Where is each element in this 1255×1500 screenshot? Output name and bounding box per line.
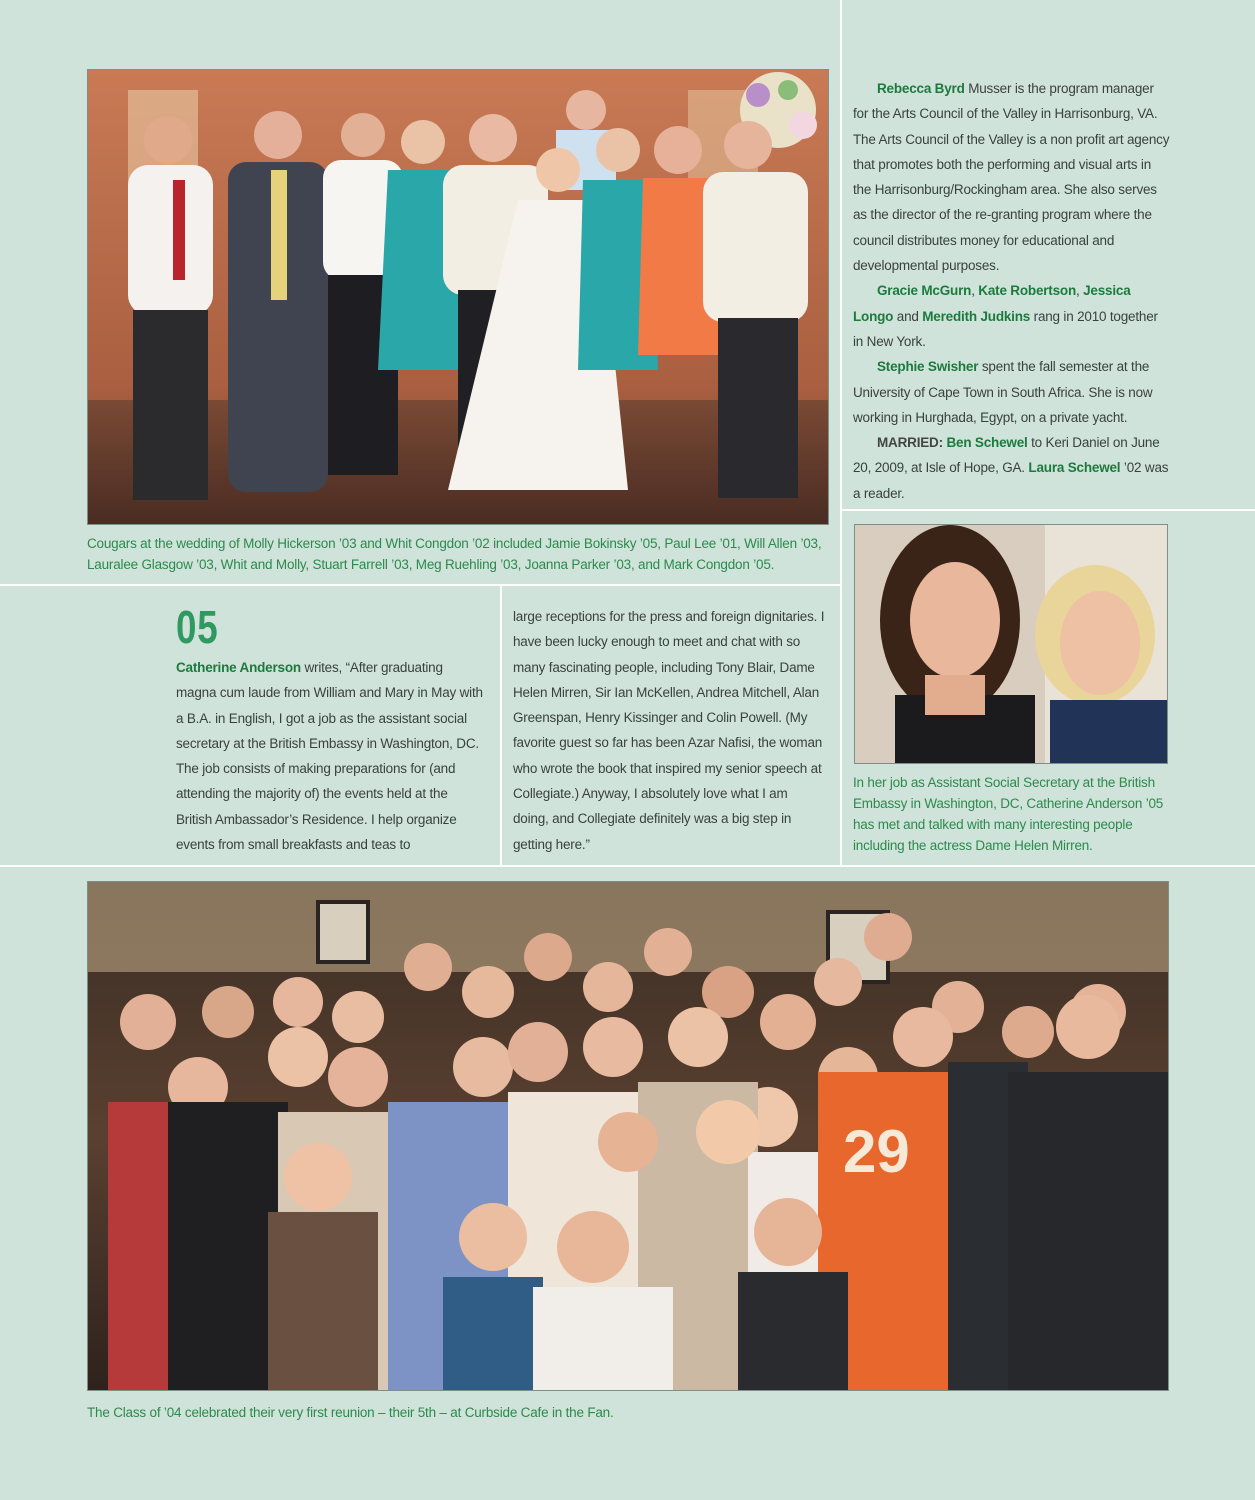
class-year-heading: 05: [176, 601, 219, 653]
right-column-notes: [853, 76, 1171, 506]
class05-text-right: large receptions for the press and foreign dignitaries. I have been lucky enough to meet and chat with so many fascinating people, including Tony Blair, Dame Helen Mirren, Sir Ian McKellen, Andrea Mitchell, Alan Greenspan, Henry Kissinger and Colin Powell. (My favorite guest so far has been Azar Nafisi, the woman who wrote the book that inspired my senior speech at Collegiate.) Anyway, I absolutely love what I am doing, and Collegiate definitely was a big step in getting here.”: [513, 609, 825, 852]
reunion-group-photo: [87, 881, 1169, 1391]
horizontal-divider-middle: [0, 584, 840, 586]
embassy-photo-caption: In her job as Assistant Social Secretary at the British Embassy in Washington, DC, Catherine Anderson ’05 has met and talked with many interesting people including the actress Dame Helen Mirren.: [853, 775, 1164, 853]
jersey-number: 29: [843, 1118, 910, 1185]
reunion-photo-illustration: [88, 882, 1168, 1390]
reunion-photo-caption: The Class of ’04 celebrated their very first reunion – their 5th – at Curbside Cafe in the Fan.: [87, 1405, 614, 1420]
class05-text-left: Catherine Anderson writes, “After graduating magna cum laude from William and Mary in May with a B.A. in English, I got a job as the assistant social secretary at the British Embassy in Washington, DC. The job consists of making preparations for (and attending the majority of) the events held at the British Ambassador’s Residence. I help organize events from small breakfasts and teas to: [176, 660, 483, 853]
vertical-divider-class05: [500, 586, 502, 866]
vertical-divider-top: [840, 0, 842, 866]
wedding-group-illustration: [88, 70, 828, 524]
name-catherine-anderson: Catherine Anderson: [176, 660, 301, 675]
note-new-york: Gracie McGurn, Kate Robertson, Jessica Longo and Meredith Judkins rang in 2010 together in New York.: [853, 283, 1158, 349]
note-married: MARRIED: Ben Schewel to Keri Daniel on June 20, 2009, at Isle of Hope, GA. Laura Schewel ’02 was a reader.: [853, 435, 1169, 501]
name-rebecca-byrd: Rebecca Byrd: [877, 81, 965, 96]
note-rebecca-byrd: Rebecca Byrd Musser is the program manager for the Arts Council of the Valley in Harrisonburg, VA. The Arts Council of the Valley is a non profit art agency that promotes both the performing and visual arts in the Harrisonburg/Rockingham area. She also serves as the director of the re-granting program where the council distributes money for educational and developmental purposes.: [853, 81, 1170, 274]
wedding-group-photo: [87, 69, 829, 525]
note-stephie-swisher: Stephie Swisher spent the fall semester at the University of Cape Town in South Africa. She is now working in Hurghada, Egypt, on a private yacht.: [853, 359, 1153, 425]
embassy-photo-illustration: [855, 525, 1167, 763]
horizontal-divider-right: [842, 509, 1255, 511]
horizontal-divider-bottom: [0, 865, 1255, 867]
married-label: MARRIED:: [877, 435, 943, 451]
embassy-photo: [854, 524, 1168, 764]
wedding-photo-caption: Cougars at the wedding of Molly Hickerson ’03 and Whit Congdon ’02 included Jamie Bokinsky ’05, Paul Lee ’01, Will Allen ’03, Lauralee Glasgow ’03, Whit and Molly, Stuart Farrell ’03, Meg Ruehling ’03, Joanna Parker ’03, and Mark Congdon ’05.: [87, 536, 822, 572]
